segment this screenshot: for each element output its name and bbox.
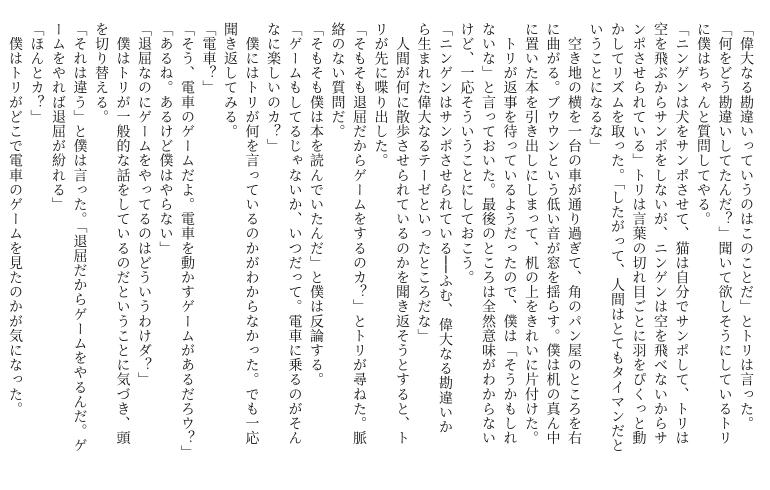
- text-column: 「そもそも僕は本を読んでいたんだ」と僕は反論する。: [308, 22, 324, 387]
- text-column: に僕はちゃんと質問してやる。: [695, 22, 711, 227]
- text-column: 人間が何に散歩させられているのかを聞き返そうとすると、ト: [394, 22, 410, 446]
- text-column: 「退屈なのにゲームをやってるのはどういうわけダ？」: [136, 22, 152, 387]
- text-column: 「ニンゲンはサンポさせられている──ふむ、偉大なる勘違いか: [437, 22, 453, 435]
- text-column: 「ほんとカ？」: [28, 22, 45, 125]
- text-column: 空を飛ぶからサンポをしないが、ニンゲンは空を飛べないからサ: [652, 22, 668, 446]
- text-column: ないな」と言っておいた。最後のところは全然意味がわからない: [480, 22, 496, 446]
- text-column: 聞き返してみる。: [222, 22, 238, 139]
- text-column: トリが返事を待っているようだったので、僕は「そうかもしれ: [501, 22, 518, 446]
- text-column: 「電車？」: [200, 22, 217, 95]
- text-column: 「それは違う」と僕は言った。「退屈だからゲームをやるんだ。ゲ: [71, 22, 88, 453]
- text-column: 「ニンゲンは犬をサンポさせて、猫は自分でサンポして、トリは: [673, 22, 690, 446]
- text-column: 「偉大なる勘違いっていうのはこのことだ」とトリは言った。: [738, 22, 754, 431]
- text-column: に曲がる。ブウウンという低い音が窓を揺らす。僕は机の真ん中: [544, 22, 561, 446]
- text-column: ームをやれば退屈が紛れる」: [50, 22, 66, 212]
- text-column: けど、一応そういうことにしておこう。: [458, 22, 475, 285]
- text-column: 「そう、電車のゲームだよ。電車を動かすゲームがあるだろウ？」: [179, 22, 195, 460]
- text-column: 空き地の横を一台の車が通り過ぎて、角のパン屋のところを右: [566, 22, 582, 446]
- text-column: ら生まれた偉大なるテーゼといったところだな」: [415, 22, 432, 344]
- text-column: リが先に喋り出した。: [372, 22, 389, 168]
- text-column: なに楽しいのカ？」: [265, 22, 281, 154]
- text-column: に置いた本を引き出しにしまって、机の上をきれいに片付けた。: [523, 22, 539, 446]
- text-column: 絡のない質問だ。: [329, 22, 346, 139]
- text-column: 僕にはトリが何を言っているのかがわからなかった。でも一応: [243, 22, 260, 446]
- text-column: かしてリズムを取った。「したがって、人間はとてもタイマンだと: [609, 22, 625, 453]
- text-column: 僕はトリが一般的な話をしているのだということに気づき、頭: [114, 22, 131, 446]
- vertical-text-body: [4, 22, 757, 474]
- text-column: ンポさせられている」トリは言葉の切れ目ごとに羽をぴくっと動: [630, 22, 647, 446]
- text-column: 「何をどう勘違いしてたんだ？」聞いて欲しそうにしているトリ: [716, 22, 733, 446]
- text-column: 「そもそも退屈だからゲームをするのカ？」とトリが尋ねた。脈: [351, 22, 367, 446]
- text-column: いうことになるな」: [587, 22, 604, 154]
- text-column: を切り替える。: [93, 22, 109, 125]
- text-column: 「ゲームもしてるじゃないか、いつだって。電車に乗るのがそん: [286, 22, 303, 446]
- text-column: 「あるね。あるけど僕はやらない」: [157, 22, 174, 256]
- text-column: 僕はトリがどこで電車のゲームを見たのかが気になった。: [7, 22, 23, 417]
